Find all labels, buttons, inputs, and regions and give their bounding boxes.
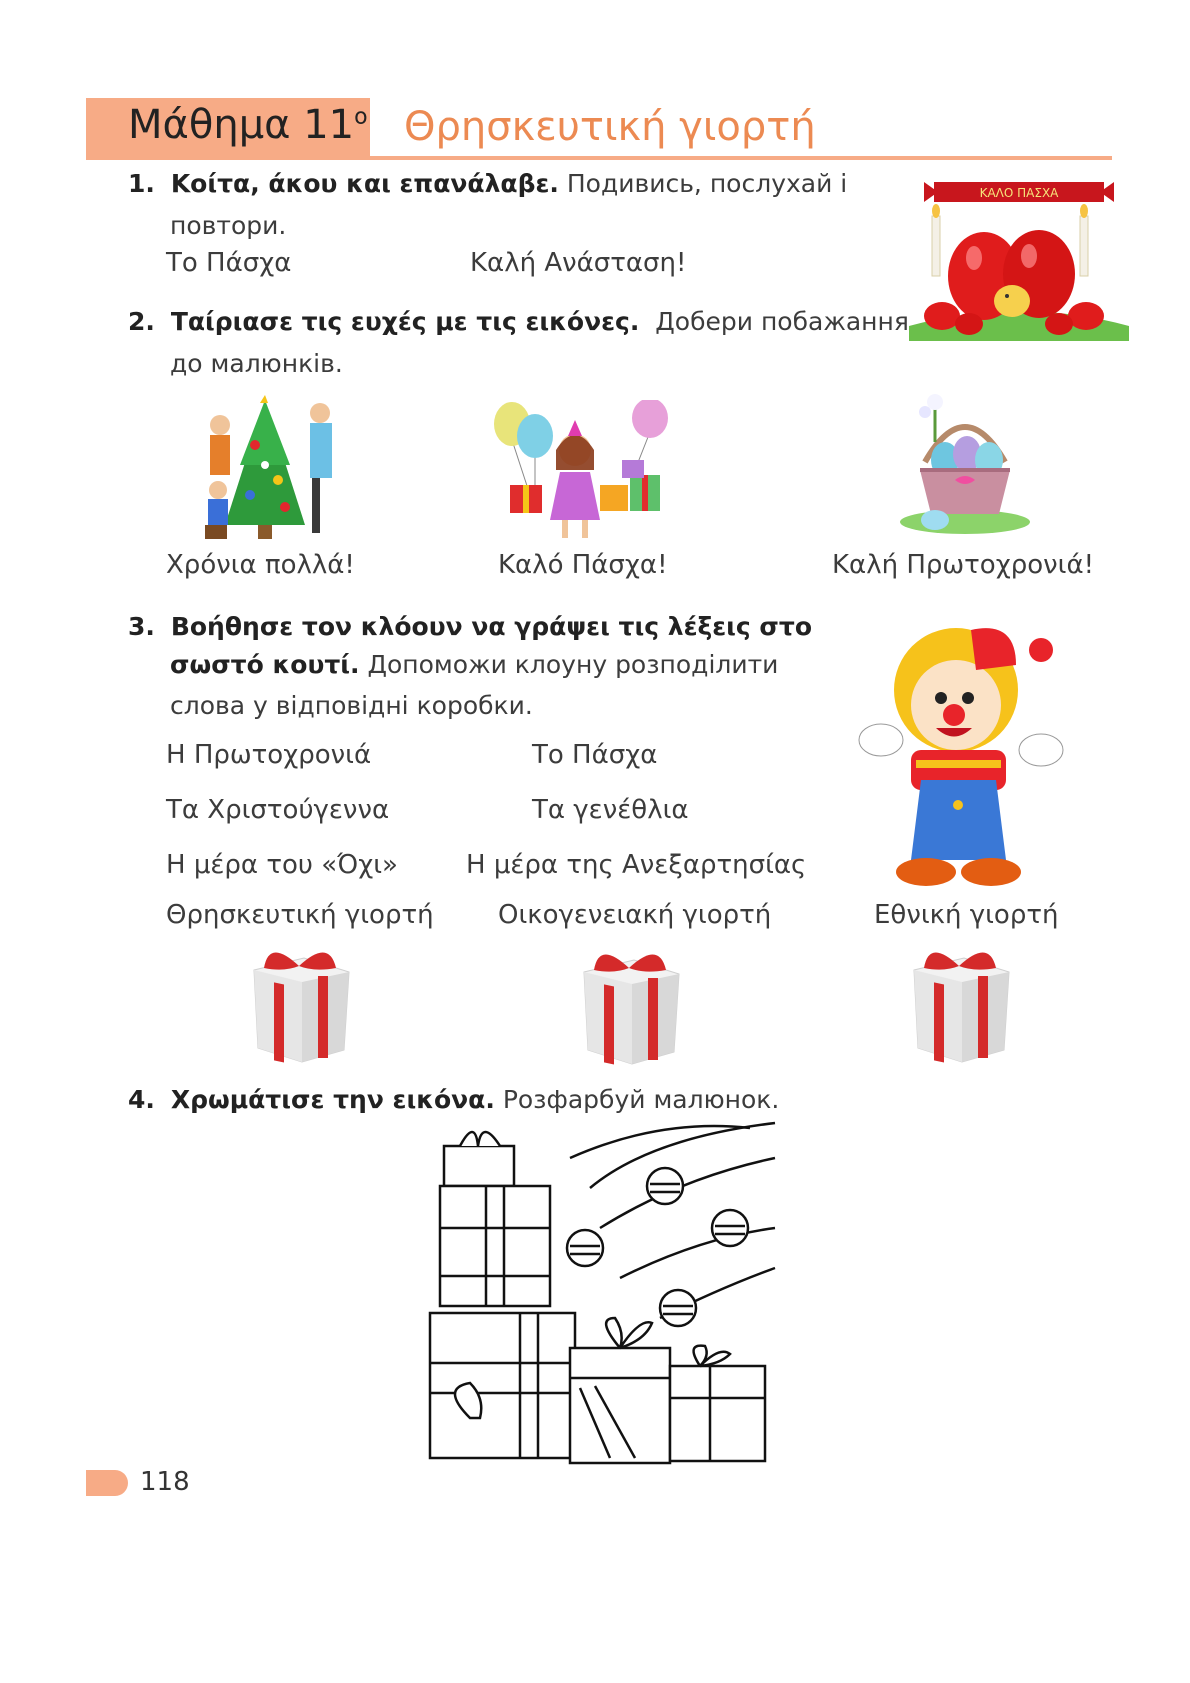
lesson-title: Μάθημα $11^o$ — [128, 102, 368, 148]
easter-eggs-picture — [904, 176, 1134, 346]
page-number-tab — [86, 1470, 128, 1496]
ex1-instruction-line2: повтори. — [170, 211, 287, 240]
ex2-caption-1: Χρόνια πολλά! — [166, 550, 355, 580]
ex2-caption-2: Καλό Πάσχα! — [498, 550, 668, 580]
ex3-word-2: Το Πάσχα — [532, 740, 658, 770]
ex1-instruction: 1. Κοίτα, άκου και επανάλαβε. Подивись, послухай і — [128, 169, 848, 198]
header-underline — [370, 156, 1112, 160]
ex3-word-4: Τα γενέθλια — [532, 795, 689, 825]
ex1-word-left: Το Πάσχα — [166, 248, 292, 278]
box-label-family: Οικογενειακή γιορτή — [498, 900, 772, 930]
birthday-picture — [490, 400, 680, 550]
ex2-instruction: 2. Ταίριασε τις ευχές με τις εικόνες. Добери побажання — [128, 307, 909, 336]
ex3-instruction-line3: слова у відповідні коробки. — [170, 691, 533, 720]
ex3-instruction: 3. Βοήθησε τον κλόουν να γράψει τις λέξεις στο — [128, 612, 813, 641]
gift-box-2 — [574, 942, 684, 1067]
clown-picture — [856, 610, 1076, 890]
ex3-instruction-line2: σωστό κουτί. Допоможи клоуну розподілити — [170, 650, 779, 679]
easter-basket-picture — [895, 392, 1035, 542]
ex2-instruction-line2: до малюнків. — [170, 349, 343, 378]
coloring-picture — [420, 1118, 780, 1468]
gift-box-3 — [904, 940, 1014, 1065]
gift-box-1 — [244, 940, 354, 1065]
box-label-national: Εθνική γιορτή — [874, 900, 1059, 930]
ex4-instruction: 4. Χρωμάτισε την εικόνα. Розфарбуй малюнок. — [128, 1085, 780, 1114]
lesson-topic: Θρησκευτική γιορτή — [404, 104, 816, 150]
ex2-caption-3: Καλή Πρωτοχρονιά! — [832, 550, 1095, 580]
ex1-word-right: Καλή Ανάσταση! — [470, 248, 687, 278]
ex3-word-5: Η μέρα του «Όχι» — [166, 850, 398, 880]
christmas-tree-picture — [190, 395, 350, 545]
easter-banner-text: ΚΑΛΟ ΠΑΣΧΑ — [979, 186, 1059, 200]
ex3-word-1: Η Πρωτοχρονιά — [166, 740, 372, 770]
box-label-religious: Θρησκευτική γιορτή — [166, 900, 434, 930]
ex3-word-6: Η μέρα της Ανεξαρτησίας — [466, 850, 807, 880]
page-number: 118 — [140, 1467, 190, 1497]
ex3-word-3: Τα Χριστούγεννα — [166, 795, 390, 825]
